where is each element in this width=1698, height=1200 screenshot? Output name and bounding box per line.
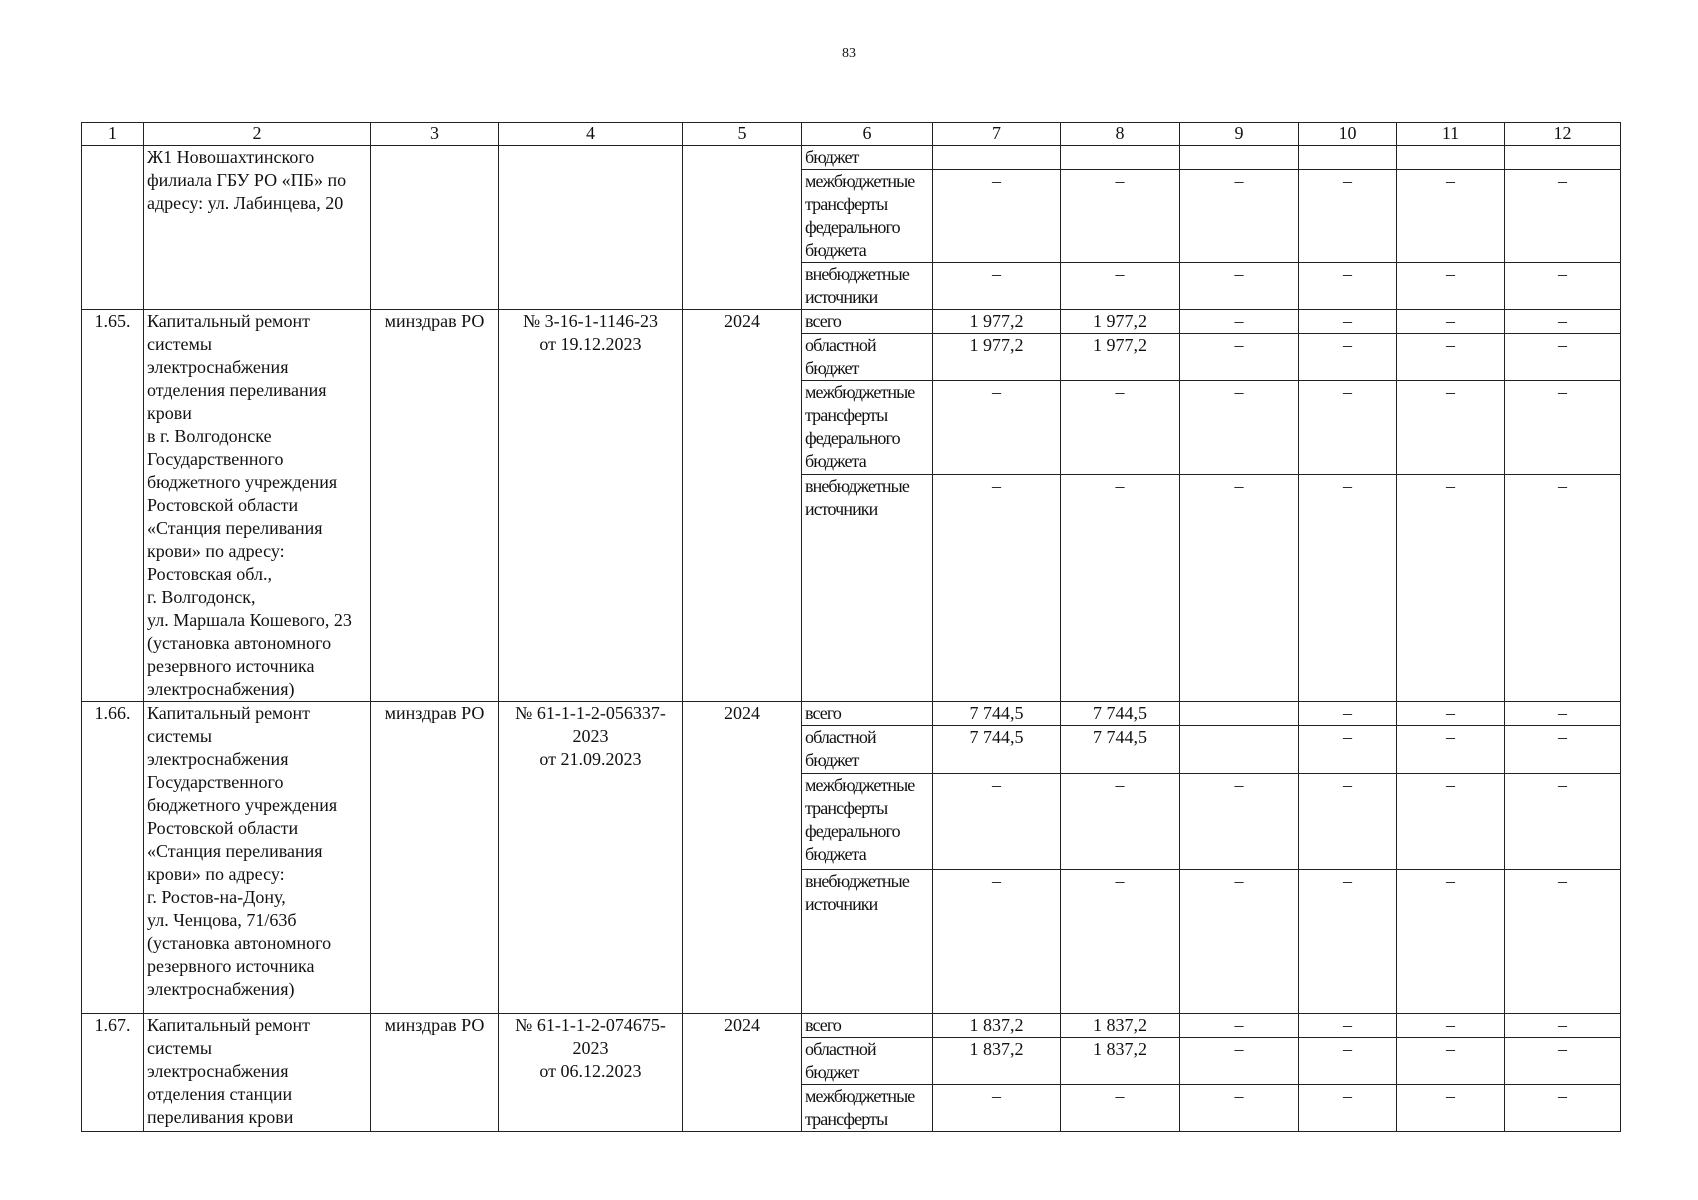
value-cell: –: [1299, 381, 1397, 474]
column-number: 8: [1061, 123, 1180, 146]
value-cell: –: [1180, 1038, 1299, 1085]
funding-source-cell: межбюджетные трансферты федерального бюджета: [802, 170, 933, 263]
value-cell: –: [1180, 1085, 1299, 1132]
value-cell: –: [1397, 1085, 1505, 1132]
value-cell: [1061, 146, 1180, 170]
funding-source-cell: внебюджетные источники: [802, 263, 933, 310]
funding-source-cell: всего: [802, 1014, 933, 1038]
table-row: [82, 310, 1621, 334]
value-cell: –: [1505, 334, 1621, 381]
funding-source-cell: межбюджетные трансферты федерального бюджета: [802, 774, 933, 870]
funding-source-cell: областной бюджет: [802, 334, 933, 381]
value-cell: [1180, 726, 1299, 774]
funding-source-cell: всего: [802, 310, 933, 334]
value-cell: –: [1505, 774, 1621, 870]
value-cell: –: [1505, 310, 1621, 334]
value-cell: –: [1397, 334, 1505, 381]
value-cell: –: [1505, 870, 1621, 1014]
funding-source-cell: межбюджетные трансферты федерального бюджета: [802, 381, 933, 474]
item-number-cell: 1.65.: [82, 310, 144, 702]
customer-cell: минздрав РО: [371, 310, 499, 702]
value-cell: 1 837,2: [1061, 1014, 1180, 1038]
table-row: [82, 1014, 1621, 1038]
funding-source-cell: всего: [802, 702, 933, 726]
value-cell: –: [1299, 1085, 1397, 1132]
funding-source-cell: внебюджетные источники: [802, 870, 933, 1014]
value-cell: –: [1061, 474, 1180, 701]
table-row: [82, 146, 1621, 170]
value-cell: –: [1180, 310, 1299, 334]
column-number: 6: [802, 123, 933, 146]
budget-table: [81, 122, 1621, 1132]
value-cell: –: [1299, 263, 1397, 310]
page-number: 83: [842, 46, 856, 61]
column-number: 3: [371, 123, 499, 146]
document-cell: № 3-16-1-1146-23 от 19.12.2023: [499, 310, 683, 702]
value-cell: –: [1299, 170, 1397, 263]
funding-source-cell: внебюджетные источники: [802, 474, 933, 701]
funding-source-cell: бюджет: [802, 146, 933, 170]
value-cell: 1 977,2: [1061, 334, 1180, 381]
value-cell: 7 744,5: [933, 726, 1061, 774]
value-cell: –: [1061, 263, 1180, 310]
column-number: 10: [1299, 123, 1397, 146]
value-cell: –: [1397, 726, 1505, 774]
value-cell: –: [1505, 170, 1621, 263]
value-cell: –: [1397, 1014, 1505, 1038]
column-number: 7: [933, 123, 1061, 146]
value-cell: –: [1505, 1085, 1621, 1132]
value-cell: 7 744,5: [1061, 726, 1180, 774]
value-cell: –: [1299, 870, 1397, 1014]
value-cell: –: [1061, 170, 1180, 263]
value-cell: –: [1180, 334, 1299, 381]
value-cell: 7 744,5: [933, 702, 1061, 726]
value-cell: –: [1299, 334, 1397, 381]
value-cell: –: [1397, 702, 1505, 726]
item-number-cell: 1.67.: [82, 1014, 144, 1132]
column-number: 4: [499, 123, 683, 146]
value-cell: –: [1061, 1085, 1180, 1132]
value-cell: –: [1397, 870, 1505, 1014]
document-cell: [499, 146, 683, 310]
column-number: 12: [1505, 123, 1621, 146]
value-cell: –: [933, 263, 1061, 310]
value-cell: –: [1180, 474, 1299, 701]
value-cell: [933, 146, 1061, 170]
column-number: 2: [144, 123, 371, 146]
value-cell: 1 837,2: [933, 1014, 1061, 1038]
value-cell: 1 837,2: [1061, 1038, 1180, 1085]
item-number-cell: [82, 146, 144, 310]
value-cell: –: [1299, 774, 1397, 870]
value-cell: –: [1180, 1014, 1299, 1038]
value-cell: 1 977,2: [933, 310, 1061, 334]
column-number: 5: [683, 123, 802, 146]
value-cell: –: [1180, 170, 1299, 263]
table-row: [82, 702, 1621, 726]
customer-cell: минздрав РО: [371, 1014, 499, 1132]
funding-source-cell: межбюджетные трансферты: [802, 1085, 933, 1132]
value-cell: –: [1397, 263, 1505, 310]
object-name-cell: Капитальный ремонт системы электроснабжения отделения станции переливания крови: [144, 1014, 371, 1132]
year-cell: [683, 146, 802, 310]
value-cell: –: [1397, 1038, 1505, 1085]
customer-cell: минздрав РО: [371, 702, 499, 1014]
value-cell: –: [1180, 774, 1299, 870]
value-cell: –: [933, 381, 1061, 474]
value-cell: 1 977,2: [933, 334, 1061, 381]
column-number: 9: [1180, 123, 1299, 146]
object-name-cell: Ж1 Новошахтинского филиала ГБУ РО «ПБ» по адресу: ул. Лабинцева, 20: [144, 146, 371, 310]
column-number: 11: [1397, 123, 1505, 146]
column-number-row: [82, 123, 1621, 146]
value-cell: –: [1180, 870, 1299, 1014]
value-cell: –: [1397, 170, 1505, 263]
value-cell: –: [1180, 263, 1299, 310]
value-cell: –: [1397, 774, 1505, 870]
value-cell: –: [1299, 474, 1397, 701]
value-cell: –: [1505, 1038, 1621, 1085]
value-cell: –: [1505, 726, 1621, 774]
value-cell: 7 744,5: [1061, 702, 1180, 726]
value-cell: 1 837,2: [933, 1038, 1061, 1085]
customer-cell: [371, 146, 499, 310]
value-cell: –: [1180, 381, 1299, 474]
object-name-cell: Капитальный ремонт системы электроснабжения отделения переливания крови в г. Волгодонске Государственного бюджетного учреждения Ростовской области «Станция переливания крови» по адресу: Ростовская обл., г. Волгодонск, ул. Маршала Кошевого, 23 (установка автономного резервного источника электроснабжения): [144, 310, 371, 702]
value-cell: –: [1061, 774, 1180, 870]
value-cell: –: [1505, 1014, 1621, 1038]
object-name-cell: Капитальный ремонт системы электроснабжения Государственного бюджетного учреждения Ростовской области «Станция переливания крови» по адресу: г. Ростов-на-Дону, ул. Ченцова, 71/63б (установка автономного резервного источника электроснабжения): [144, 702, 371, 1014]
value-cell: –: [1505, 474, 1621, 701]
item-number-cell: 1.66.: [82, 702, 144, 1014]
value-cell: –: [933, 870, 1061, 1014]
value-cell: –: [1505, 263, 1621, 310]
value-cell: [1505, 146, 1621, 170]
value-cell: –: [1061, 381, 1180, 474]
document-cell: № 61-1-1-2-056337- 2023 от 21.09.2023: [499, 702, 683, 1014]
year-cell: 2024: [683, 310, 802, 702]
funding-source-cell: областной бюджет: [802, 726, 933, 774]
value-cell: –: [1397, 381, 1505, 474]
value-cell: –: [1299, 1038, 1397, 1085]
column-number: 1: [82, 123, 144, 146]
year-cell: 2024: [683, 1014, 802, 1132]
value-cell: [1397, 146, 1505, 170]
value-cell: –: [1505, 702, 1621, 726]
value-cell: –: [1299, 310, 1397, 334]
value-cell: –: [1299, 702, 1397, 726]
funding-source-cell: областной бюджет: [802, 1038, 933, 1085]
value-cell: –: [1061, 870, 1180, 1014]
value-cell: 1 977,2: [1061, 310, 1180, 334]
value-cell: [1180, 702, 1299, 726]
year-cell: 2024: [683, 702, 802, 1014]
value-cell: –: [1505, 381, 1621, 474]
value-cell: –: [1397, 474, 1505, 701]
value-cell: –: [1397, 310, 1505, 334]
value-cell: –: [1299, 726, 1397, 774]
value-cell: [1180, 146, 1299, 170]
value-cell: –: [933, 170, 1061, 263]
value-cell: [1299, 146, 1397, 170]
value-cell: –: [1299, 1014, 1397, 1038]
value-cell: –: [933, 474, 1061, 701]
document-cell: № 61-1-1-2-074675- 2023 от 06.12.2023: [499, 1014, 683, 1132]
value-cell: –: [933, 774, 1061, 870]
value-cell: –: [933, 1085, 1061, 1132]
